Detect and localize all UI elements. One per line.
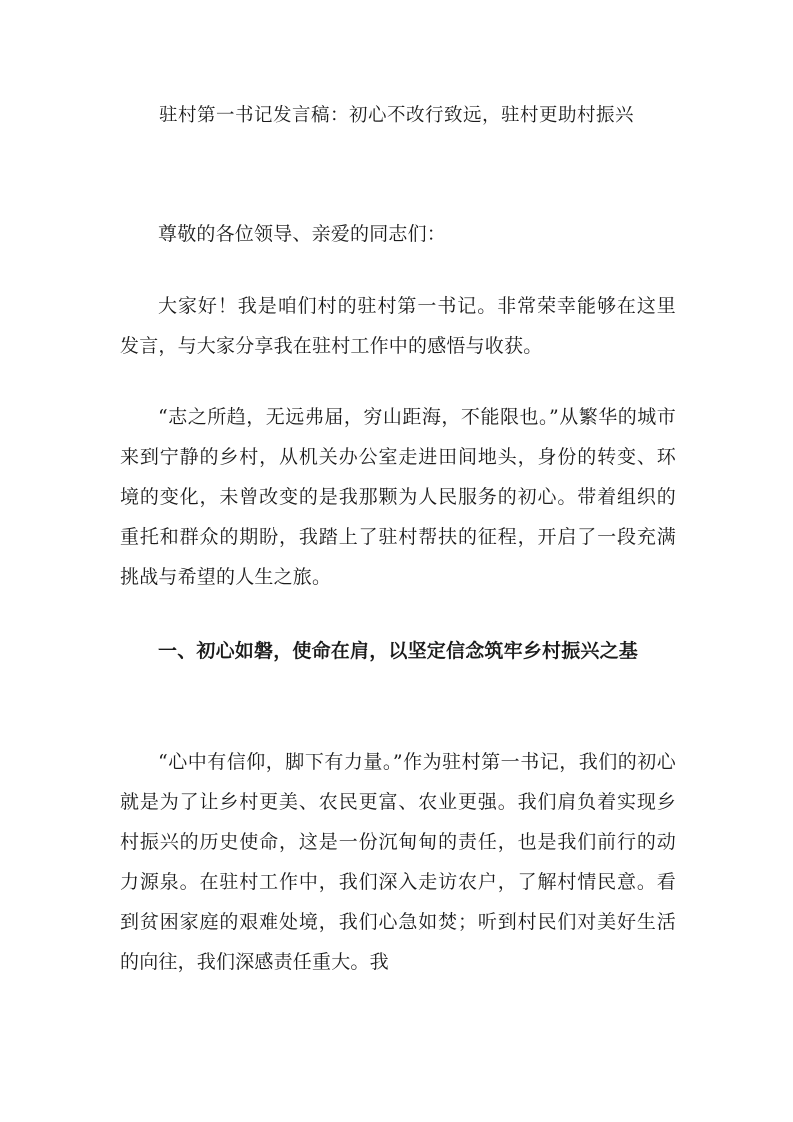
paragraph-quote-intro: “志之所趋，无远弗届，穷山距海，不能限也。”从繁华的城市来到宁静的乡村，从机关办公室走进田间地头，身份的转变、环境的变化，未曾改变的是我那颗为人民服务的初心。带着组织的重托和群众的期盼，我踏上了驻村帮扶的征程，开启了一段充满挑战与希望的人生之旅。 bbox=[120, 406, 676, 588]
section-paragraph-block bbox=[120, 742, 676, 982]
salutation-block bbox=[120, 214, 676, 254]
section-heading: 一、初心如磐，使命在肩，以坚定信念筑牢乡村振兴之基 bbox=[158, 640, 639, 662]
section-paragraph: “心中有信仰，脚下有力量。”作为驻村第一书记，我们的初心就是为了让乡村更美、农民更富、农业更强。我们肩负着实现乡村振兴的历史使命，这是一份沉甸甸的责任，也是我们前行的动力源泉。在驻村工作中，我们深入走访农户，了解村情民意。看到贫困家庭的艰难处境，我们心急如焚；听到村民们对美好生活的向往，我们深感责任重大。我 bbox=[120, 751, 676, 973]
document-title: 驻村第一书记发言稿：初心不改行致远，驻村更助村振兴 bbox=[158, 105, 634, 126]
paragraph-block-2 bbox=[120, 397, 676, 597]
paragraph-greeting: 大家好！我是咱们村的驻村第一书记。非常荣幸能够在这里发言，与大家分享我在驻村工作中的感悟与收获。 bbox=[120, 295, 676, 357]
section-heading-block bbox=[120, 631, 676, 671]
salutation: 尊敬的各位领导、亲爱的同志们： bbox=[158, 223, 447, 245]
paragraph-block-1 bbox=[120, 286, 676, 366]
